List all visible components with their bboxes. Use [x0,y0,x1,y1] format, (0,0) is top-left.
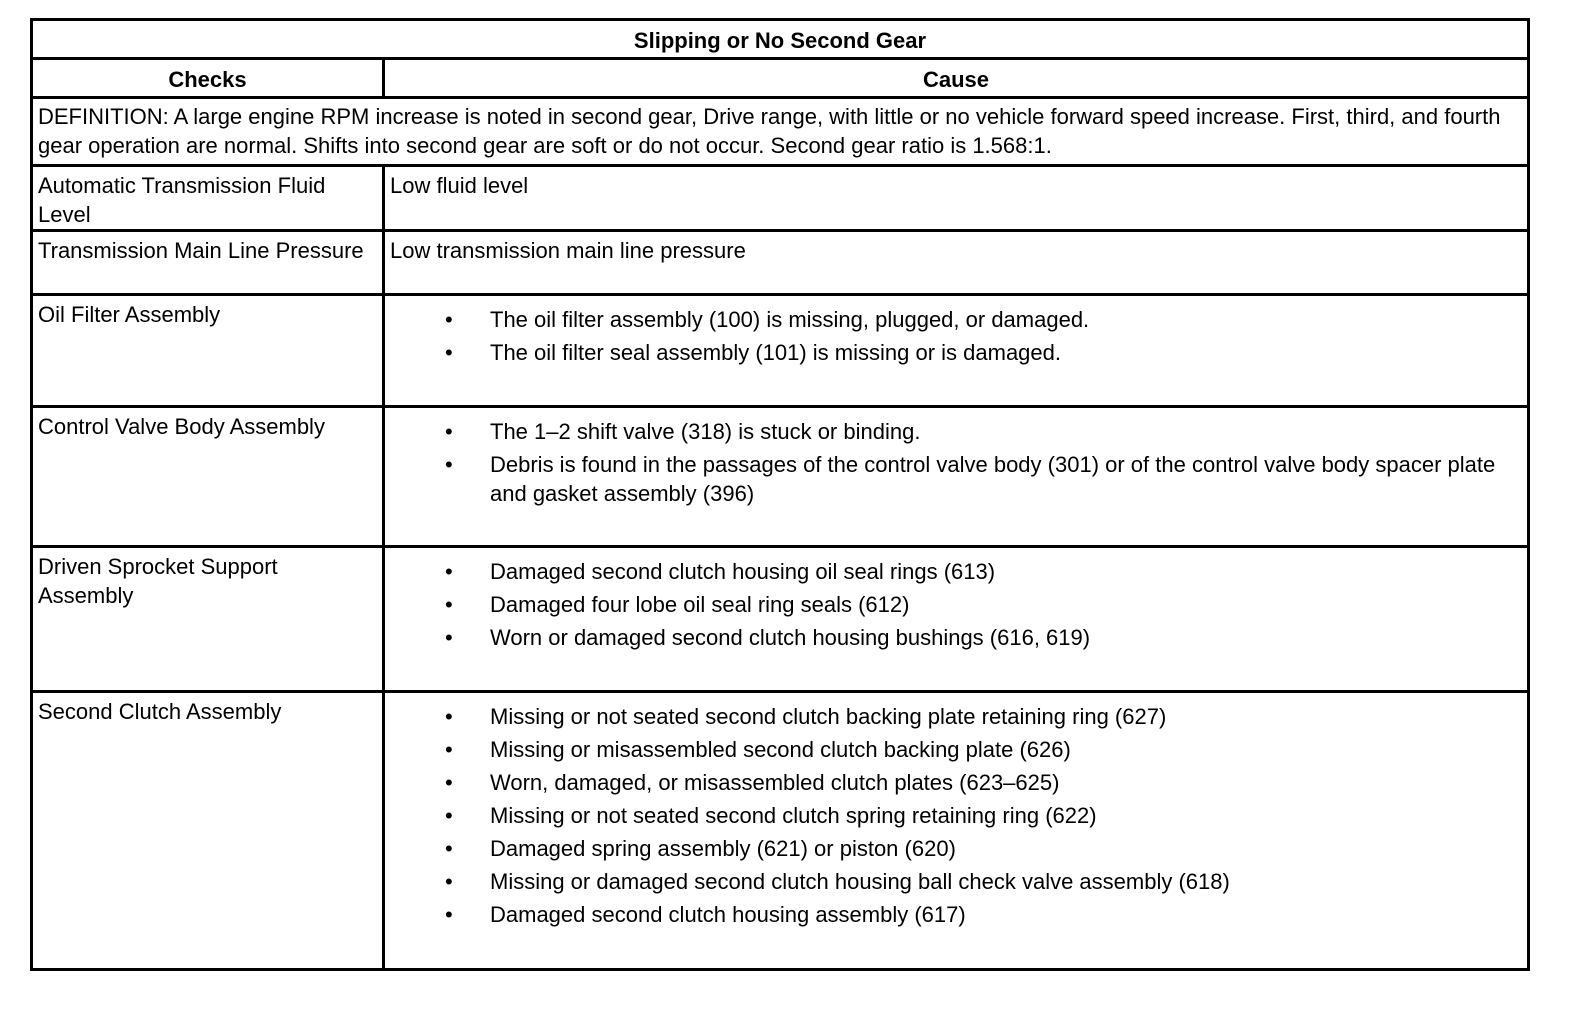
check-cell: Control Valve Body Assembly [32,407,384,547]
cause-text: Debris is found in the passages of the control valve body (301) or of the control valve body spacer plate and gasket assembly (396) [490,452,1496,506]
table-title: Slipping or No Second Gear [32,20,1529,59]
table-row [32,295,1529,407]
bullet-icon: • [445,704,453,729]
header-cause: Cause [384,59,1529,98]
cause-text: Damaged four lobe oil seal ring seals (612) [490,592,910,617]
bullet-icon: • [445,340,453,365]
diagnostic-table [30,18,1530,971]
cause-text: The 1–2 shift valve (318) is stuck or binding. [490,419,921,444]
bullet-icon: • [445,770,453,795]
bullet-icon: • [445,902,453,927]
check-cell: Second Clutch Assembly [32,692,384,970]
bullet-icon: • [445,836,453,861]
cause-text: Missing or not seated second clutch backing plate retaining ring (627) [490,704,1167,729]
table-title-row [32,20,1529,59]
cause-cell [384,547,1529,692]
cause-list [390,417,1522,508]
cause-list [390,702,1522,929]
cause-text: Worn, damaged, or misassembled clutch plates (623–625) [490,770,1060,795]
cause-list-item [390,735,1522,764]
cause-text: Missing or misassembled second clutch backing plate (626) [490,737,1071,762]
cause-list-item [390,768,1522,797]
bullet-icon: • [445,307,453,332]
bullet-icon: • [445,625,453,650]
cause-list [390,557,1522,652]
bullet-icon: • [445,869,453,894]
bullet-icon: • [445,452,453,477]
cause-list-item [390,557,1522,586]
cause-text: Damaged second clutch housing oil seal rings (613) [490,559,996,584]
cause-text: Missing or not seated second clutch spring retaining ring (622) [490,803,1097,828]
bullet-icon: • [445,592,453,617]
cause-cell [384,407,1529,547]
bullet-icon: • [445,737,453,762]
header-checks: Checks [32,59,384,98]
cause-text: Damaged spring assembly (621) or piston (620) [490,836,956,861]
definition-row [32,98,1529,166]
bullet-icon: • [445,419,453,444]
table-row [32,407,1529,547]
check-cell: Transmission Main Line Pressure [32,231,384,295]
check-cell: Automatic Transmission Fluid Level [32,166,384,231]
diagnostic-table-container [30,18,1527,971]
cause-cell [384,295,1529,407]
cause-list-item [390,900,1522,929]
cause-list-item [390,867,1522,896]
bullet-icon: • [445,803,453,828]
cause-list-item [390,590,1522,619]
cause-list-item [390,450,1522,508]
cause-list-item [390,801,1522,830]
cause-text: The oil filter assembly (100) is missing, plugged, or damaged. [490,307,1090,332]
cause-cell: Low transmission main line pressure [384,231,1529,295]
table-header-row [32,59,1529,98]
check-cell: Driven Sprocket Support Assembly [32,547,384,692]
check-cell: Oil Filter Assembly [32,295,384,407]
table-row [32,692,1529,970]
cause-text: Worn or damaged second clutch housing bushings (616, 619) [490,625,1091,650]
cause-text: The oil filter seal assembly (101) is missing or is damaged. [490,340,1062,365]
cause-list-item [390,305,1522,334]
cause-list-item [390,702,1522,731]
cause-text: Missing or damaged second clutch housing ball check valve assembly (618) [490,869,1230,894]
cause-list-item [390,623,1522,652]
cause-cell: Low fluid level [384,166,1529,231]
cause-list-item [390,417,1522,446]
cause-list [390,305,1522,367]
cause-list-item [390,338,1522,367]
cause-text: Damaged second clutch housing assembly (617) [490,902,966,927]
table-row [32,166,1529,231]
table-row [32,231,1529,295]
definition-text: DEFINITION: A large engine RPM increase is noted in second gear, Drive range, with little or no vehicle forward speed increase. First, third, and fourth gear operation are normal. Shifts into second gear are soft or do not occur. Second gear ratio is 1.568:1. [32,98,1529,166]
cause-list-item [390,834,1522,863]
table-row [32,547,1529,692]
cause-cell [384,692,1529,970]
bullet-icon: • [445,559,453,584]
